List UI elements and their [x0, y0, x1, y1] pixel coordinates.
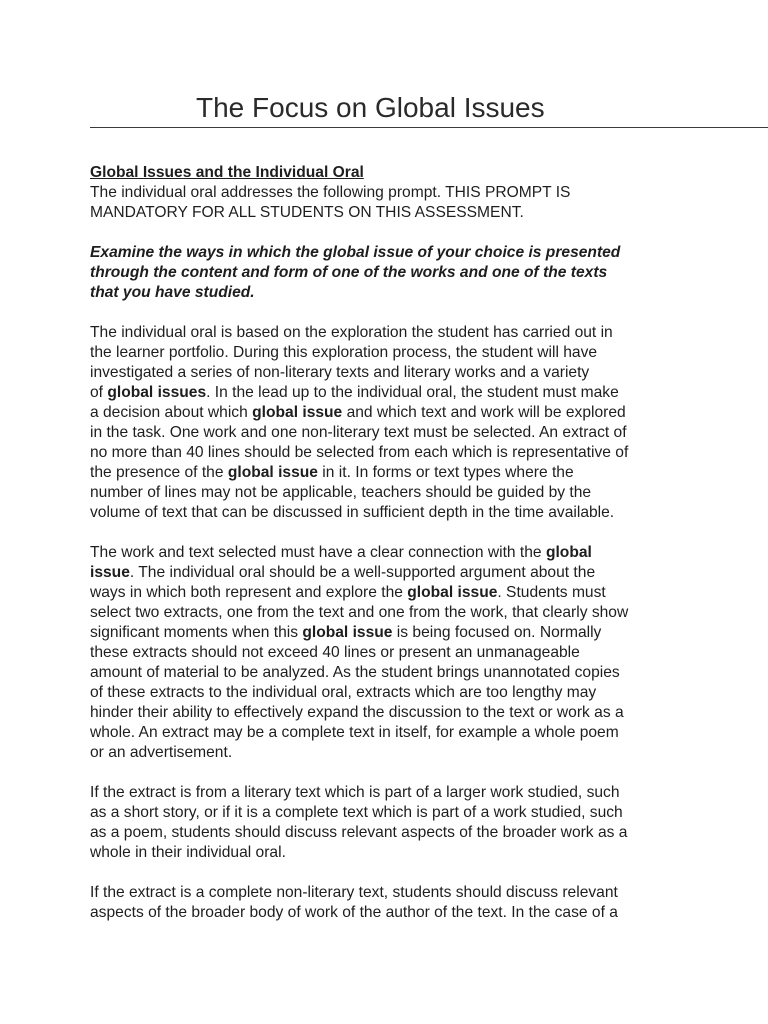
text-run: ways in which both represent and explore the — [90, 584, 408, 601]
document-body — [90, 163, 690, 923]
prompt-line: through the content and form of one of the works and one of the texts — [90, 264, 608, 281]
paragraph-line — [90, 623, 690, 643]
prompt-line: that you have studied. — [90, 284, 255, 301]
paragraph-line: as a short story, or if it is a complete text which is part of a work studied, such — [90, 804, 623, 821]
body-paragraph-3 — [90, 783, 690, 863]
section-heading: Global Issues and the Individual Oral — [90, 164, 364, 181]
page-title: The Focus on Global Issues — [196, 92, 545, 123]
paragraph-line: these extracts should not exceed 40 lines or present an unmanageable — [90, 644, 580, 661]
paragraph-line: volume of text that can be discussed in sufficient depth in the time available. — [90, 504, 615, 521]
text-run: significant moments when this — [90, 624, 303, 641]
global-issue-emphasis: global issue — [252, 404, 343, 421]
text-run: . In the lead up to the individual oral, the student must make — [206, 384, 619, 401]
paragraph-line: no more than 40 lines should be selected from each which is representative of — [90, 444, 629, 461]
title-divider — [90, 127, 768, 128]
paragraph-line — [90, 583, 690, 603]
intro-line: The individual oral addresses the following prompt. THIS PROMPT IS — [90, 184, 571, 201]
paragraph-line: hinder their ability to effectively expand the discussion to the text or work as a — [90, 704, 624, 721]
paragraph-line: If the extract is from a literary text which is part of a larger work studied, such — [90, 784, 620, 801]
paragraph-gap — [90, 223, 690, 243]
paragraph-gap — [90, 763, 690, 783]
global-issue-emphasis: global — [545, 544, 592, 561]
text-run: a decision about which — [90, 404, 253, 421]
global-issue-emphasis: issue — [90, 564, 130, 581]
body-paragraph-2 — [90, 543, 690, 763]
prompt-paragraph — [90, 243, 690, 303]
paragraph-line — [90, 403, 690, 423]
text-run: The work and text selected must have a clear connection with the — [90, 544, 546, 561]
body-paragraph-1 — [90, 323, 690, 523]
global-issue-emphasis: global issue — [407, 584, 498, 601]
text-run: in it. In forms or text types where the — [317, 464, 574, 481]
paragraph-line — [90, 563, 690, 583]
prompt-line: Examine the ways in which the global issue of your choice is presented — [90, 244, 621, 261]
paragraph-gap — [90, 523, 690, 543]
paragraph-line: aspects of the broader body of work of the author of the text. In the case of a — [90, 904, 618, 921]
paragraph-line: select two extracts, one from the text and one from the work, that clearly show — [90, 604, 629, 621]
text-run: is being focused on. Normally — [392, 624, 602, 641]
paragraph-line: number of lines may not be applicable, teachers should be guided by the — [90, 484, 592, 501]
paragraph-line: whole in their individual oral. — [90, 844, 286, 861]
paragraph-gap — [90, 863, 690, 883]
global-issues-emphasis: global issues — [107, 384, 207, 401]
text-run: . Students must — [497, 584, 606, 601]
intro-paragraph — [90, 183, 690, 223]
text-run: and which text and work will be explored — [342, 404, 626, 421]
paragraph-line: If the extract is a complete non-literary text, students should discuss relevant — [90, 884, 618, 901]
paragraph-line: or an advertisement. — [90, 744, 233, 761]
paragraph-line — [90, 383, 690, 403]
paragraph-line: in the task. One work and one non-literary text must be selected. An extract of — [90, 424, 627, 441]
paragraph-line: The individual oral is based on the exploration the student has carried out in — [90, 324, 613, 341]
paragraph-line: investigated a series of non-literary texts and literary works and a variety — [90, 364, 590, 381]
paragraph-line: whole. An extract may be a complete text in itself, for example a whole poem — [90, 724, 619, 741]
text-run: the presence of the — [90, 464, 228, 481]
paragraph-line — [90, 543, 690, 563]
text-run: of — [90, 384, 108, 401]
paragraph-line: as a poem, students should discuss relevant aspects of the broader work as a — [90, 824, 628, 841]
global-issue-emphasis: global issue — [302, 624, 393, 641]
paragraph-line — [90, 463, 690, 483]
global-issue-emphasis: global issue — [227, 464, 318, 481]
paragraph-line: the learner portfolio. During this exploration process, the student will have — [90, 344, 598, 361]
text-run: . The individual oral should be a well-supported argument about the — [129, 564, 596, 581]
intro-line: MANDATORY FOR ALL STUDENTS ON THIS ASSESSMENT. — [90, 204, 524, 221]
paragraph-gap — [90, 303, 690, 323]
paragraph-line: amount of material to be analyzed. As the student brings unannotated copies — [90, 664, 620, 681]
paragraph-line: of these extracts to the individual oral, extracts which are too lengthy may — [90, 684, 597, 701]
body-paragraph-4 — [90, 883, 690, 923]
